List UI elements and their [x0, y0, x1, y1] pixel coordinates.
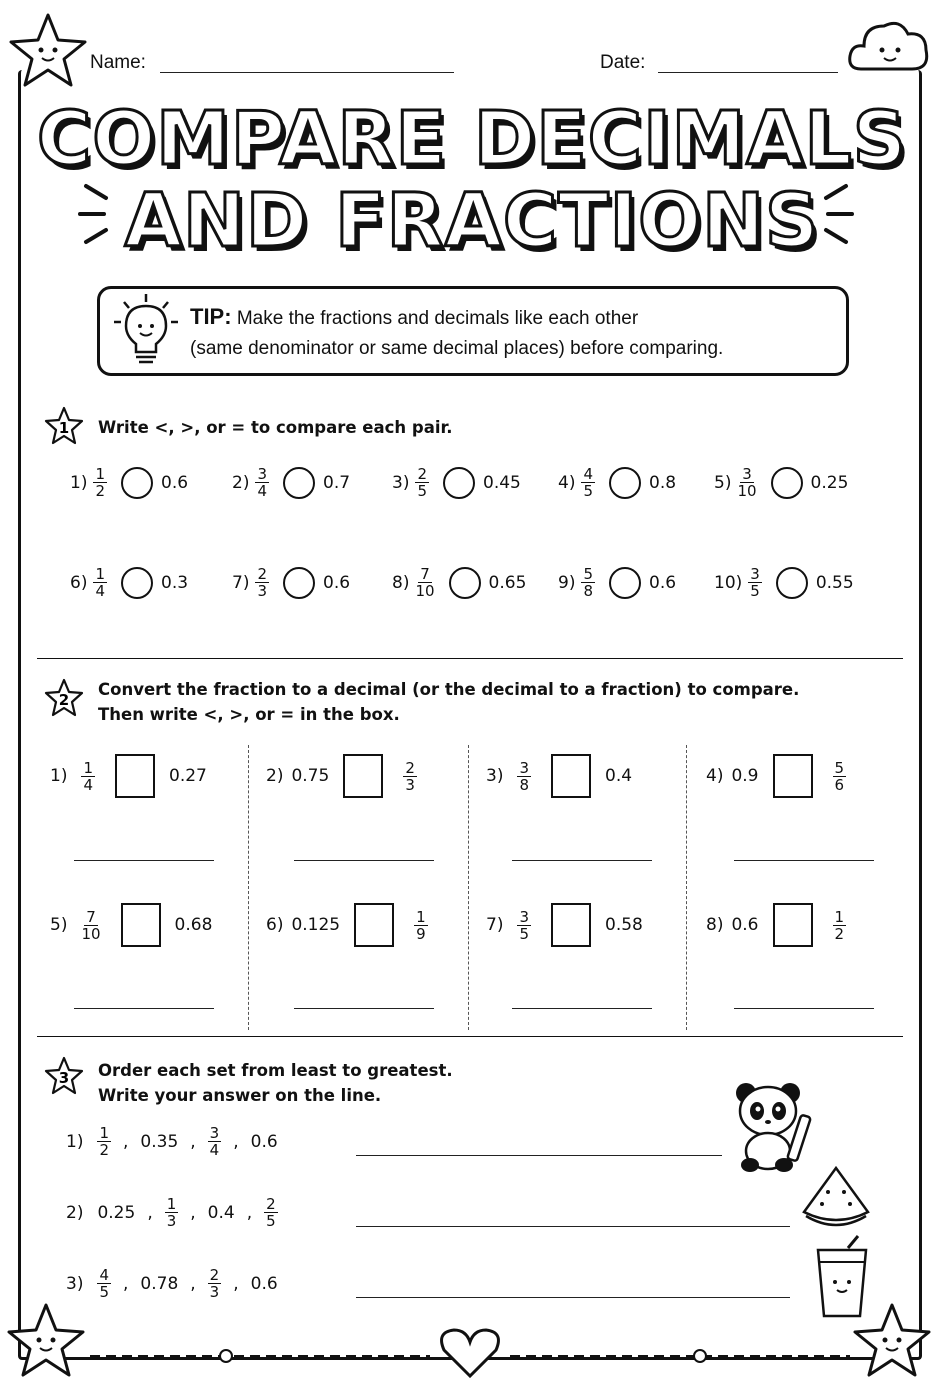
- work-line[interactable]: [734, 1008, 874, 1009]
- compare-item: [392, 566, 526, 599]
- fraction: [81, 909, 100, 942]
- numerator: 5: [583, 565, 593, 583]
- section-2-number: 2: [58, 691, 70, 709]
- item-number: 6): [266, 915, 284, 935]
- denominator: 8: [519, 775, 529, 794]
- numerator: 4: [99, 1266, 109, 1284]
- compare-item: [558, 566, 676, 599]
- work-line[interactable]: [512, 860, 652, 861]
- answer-circle[interactable]: [771, 467, 803, 499]
- convert-item: [266, 754, 423, 798]
- fraction: [581, 566, 595, 599]
- date-label: Date:: [600, 52, 646, 73]
- denominator: 3: [257, 582, 267, 600]
- compare-item: [392, 466, 521, 499]
- denominator: 10: [415, 582, 435, 600]
- answer-box[interactable]: [121, 903, 161, 947]
- numerator: 3: [750, 565, 760, 583]
- item-number: 1): [50, 766, 68, 786]
- convert-item: [486, 903, 643, 947]
- page-title-line1: COMPARE DECIMALS: [36, 96, 908, 182]
- item-number: 9): [558, 572, 576, 593]
- denominator: 4: [209, 1141, 220, 1159]
- star-icon: [6, 1300, 86, 1380]
- decimal-value: 0.27: [169, 766, 207, 786]
- answer-box[interactable]: [773, 754, 813, 798]
- numerator: 3: [209, 1124, 220, 1142]
- comma: ,: [147, 1202, 153, 1223]
- work-line[interactable]: [294, 860, 434, 861]
- fraction: [81, 760, 95, 793]
- numerator: 3: [742, 465, 752, 483]
- answer-box[interactable]: [343, 754, 383, 798]
- decimal-value: 0.6: [731, 915, 759, 935]
- numerator: 7: [86, 907, 96, 926]
- numerator: 2: [405, 758, 415, 777]
- numerator: 2: [257, 565, 267, 583]
- decimal-value: 0.58: [605, 915, 643, 935]
- decimal-value: 0.6: [649, 572, 677, 593]
- numerator: 1: [166, 1195, 177, 1213]
- section-3-number: 3: [58, 1069, 70, 1087]
- denominator: 10: [81, 924, 101, 943]
- sparkle-lines-icon: [74, 180, 114, 250]
- section-divider: [37, 658, 903, 659]
- fraction: [97, 1125, 111, 1158]
- item-number: 3): [66, 1273, 84, 1294]
- name-field[interactable]: [160, 72, 454, 73]
- tip-label: TIP:: [190, 304, 232, 329]
- item-number: 10): [714, 572, 743, 593]
- denominator: 2: [99, 1141, 109, 1159]
- fraction: [93, 466, 107, 499]
- star-icon: [8, 10, 88, 90]
- denominator: 5: [417, 482, 427, 500]
- lightbulb-icon: [108, 290, 184, 370]
- decimal-value: 0.6: [250, 1273, 278, 1294]
- denominator: 3: [209, 1283, 220, 1301]
- compare-item: [70, 466, 188, 499]
- juice-cup-icon: [810, 1234, 874, 1320]
- section-3-instruction: [98, 1058, 453, 1108]
- comma: ,: [123, 1131, 129, 1152]
- convert-item: [50, 903, 212, 947]
- numerator: 1: [834, 907, 845, 926]
- section-2-star-icon: [44, 678, 84, 718]
- fraction: [208, 1267, 222, 1300]
- numerator: 1: [95, 465, 105, 483]
- convert-item: [486, 754, 632, 798]
- convert-item: [266, 903, 434, 947]
- answer-circle[interactable]: [449, 567, 481, 599]
- fraction: [403, 760, 417, 793]
- denominator: 5: [583, 482, 593, 500]
- column-divider: [468, 745, 469, 1030]
- comma: ,: [233, 1273, 239, 1294]
- decimal-value: 0.6: [250, 1131, 278, 1152]
- decimal-value: 0.75: [291, 766, 330, 786]
- answer-circle[interactable]: [283, 467, 315, 499]
- comma: ,: [190, 1273, 196, 1294]
- section-1-instruction: Write <, >, or = to compare each pair.: [98, 418, 453, 437]
- panda-icon: [728, 1075, 820, 1175]
- decimal-value: 0.3: [161, 572, 189, 593]
- answer-circle[interactable]: [776, 567, 808, 599]
- decimal-value: 0.68: [174, 915, 213, 935]
- comma: ,: [190, 1131, 196, 1152]
- compare-item: [232, 466, 350, 499]
- work-line[interactable]: [74, 860, 214, 861]
- decimal-value: 0.4: [605, 766, 633, 786]
- section-2-instruction: [98, 677, 799, 727]
- denominator: 4: [83, 775, 93, 794]
- fraction: [255, 566, 269, 599]
- numerator: 4: [583, 465, 593, 483]
- decimal-value: 0.55: [815, 572, 854, 593]
- numerator: 1: [416, 907, 426, 926]
- denominator: 9: [416, 924, 426, 943]
- numerator: 2: [417, 465, 427, 483]
- answer-circle[interactable]: [121, 467, 153, 499]
- numerator: 2: [209, 1266, 220, 1284]
- sparkle-lines-icon: [818, 180, 858, 250]
- order-item: [66, 1267, 282, 1300]
- work-line[interactable]: [512, 1008, 652, 1009]
- page-title-line2: AND FRACTIONS: [124, 178, 820, 264]
- comma: ,: [246, 1202, 253, 1223]
- denominator: 3: [166, 1212, 177, 1230]
- answer-circle[interactable]: [443, 467, 475, 499]
- fraction: [517, 909, 531, 942]
- fraction: [255, 466, 269, 499]
- section-1-star-icon: [44, 406, 84, 446]
- order-item: [66, 1125, 282, 1158]
- comma: ,: [190, 1202, 196, 1223]
- section-3-instruction-line2: Write your answer on the line.: [98, 1086, 382, 1105]
- answer-box[interactable]: [115, 754, 155, 798]
- item-number: 6): [70, 572, 88, 593]
- answer-line[interactable]: [356, 1297, 790, 1298]
- tip-line1: Make the fractions and decimals like each other: [236, 308, 639, 329]
- answer-box[interactable]: [354, 903, 394, 947]
- fraction: [517, 760, 531, 793]
- numerator: 1: [95, 565, 105, 583]
- item-number: 2): [232, 472, 250, 493]
- decimal-value: 0.125: [291, 915, 341, 935]
- fraction: [208, 1125, 222, 1158]
- denominator: 3: [405, 775, 415, 794]
- answer-circle[interactable]: [121, 567, 153, 599]
- section-2-instruction-line2: Then write <, >, or = in the box.: [98, 705, 400, 724]
- answer-circle[interactable]: [283, 567, 315, 599]
- item-number: 5): [714, 472, 732, 493]
- denominator: 5: [266, 1212, 276, 1230]
- item-number: 7): [232, 572, 250, 593]
- numerator: 1: [99, 1124, 109, 1142]
- item-number: 8): [392, 572, 410, 593]
- compare-item: [714, 566, 854, 599]
- answer-box[interactable]: [551, 754, 591, 798]
- comma: ,: [233, 1131, 239, 1152]
- section-2-instruction-line1: Convert the fraction to a decimal (or the decimal to a fraction) to compare.: [98, 680, 800, 699]
- decimal-value: 0.6: [161, 472, 189, 493]
- denominator: 5: [99, 1283, 109, 1301]
- item-number: 3): [486, 766, 504, 786]
- section-3-star-icon: [44, 1056, 84, 1096]
- decimal-value: 0.4: [207, 1202, 235, 1223]
- comma: ,: [123, 1273, 129, 1294]
- answer-box[interactable]: [551, 903, 591, 947]
- work-line[interactable]: [734, 860, 874, 861]
- tip-line2: (same denominator or same decimal places) before comparing.: [190, 338, 724, 359]
- item-number: 8): [706, 915, 724, 935]
- numerator: 1: [83, 758, 93, 777]
- denominator: 5: [519, 924, 529, 943]
- date-field[interactable]: [658, 72, 838, 73]
- item-number: 3): [392, 472, 410, 493]
- fraction: [581, 466, 595, 499]
- cloud-icon: [846, 14, 932, 80]
- answer-line[interactable]: [356, 1155, 722, 1156]
- denominator: 6: [834, 775, 845, 794]
- column-divider: [248, 745, 249, 1030]
- decimal-value: 0.9: [731, 766, 759, 786]
- numerator: 3: [257, 465, 267, 483]
- item-number: 4): [706, 766, 724, 786]
- item-number: 7): [486, 915, 504, 935]
- decimal-value: 0.7: [323, 472, 351, 493]
- name-label: Name:: [90, 52, 146, 73]
- numerator: 7: [420, 565, 430, 583]
- numerator: 3: [519, 758, 529, 777]
- answer-circle[interactable]: [609, 467, 641, 499]
- answer-box[interactable]: [773, 903, 813, 947]
- decimal-value: 0.45: [483, 472, 521, 493]
- denominator: 2: [834, 924, 845, 943]
- decimal-value: 0.6: [323, 572, 351, 593]
- compare-item: [714, 466, 848, 499]
- denominator: 4: [257, 482, 267, 500]
- work-line[interactable]: [294, 1008, 434, 1009]
- numerator: 3: [519, 907, 529, 926]
- fraction: [264, 1196, 278, 1229]
- tip-text: [190, 302, 723, 364]
- watermelon-icon: [798, 1162, 874, 1232]
- denominator: 5: [750, 582, 760, 600]
- section-divider: [37, 1036, 903, 1037]
- work-line[interactable]: [74, 1008, 214, 1009]
- decimal-value: 0.8: [649, 472, 677, 493]
- decimal-value: 0.78: [140, 1273, 179, 1294]
- fraction: [97, 1267, 111, 1300]
- fraction: [737, 466, 756, 499]
- fraction: [165, 1196, 179, 1229]
- item-number: 2): [266, 766, 284, 786]
- order-item: [66, 1196, 282, 1229]
- item-number: 1): [70, 472, 88, 493]
- compare-item: [558, 466, 676, 499]
- compare-item: [70, 566, 188, 599]
- denominator: 10: [737, 482, 757, 500]
- fraction: [748, 566, 762, 599]
- column-divider: [686, 745, 687, 1030]
- denominator: 8: [583, 582, 593, 600]
- fraction: [833, 760, 847, 793]
- answer-circle[interactable]: [609, 567, 641, 599]
- item-number: 4): [558, 472, 576, 493]
- fraction: [414, 909, 428, 942]
- numerator: 2: [266, 1195, 276, 1213]
- bottom-border-decoration: [80, 1320, 860, 1380]
- convert-item: [50, 754, 207, 798]
- fraction: [415, 466, 429, 499]
- answer-line[interactable]: [356, 1226, 790, 1227]
- decimal-value: 0.25: [97, 1202, 136, 1223]
- item-number: 2): [66, 1202, 84, 1223]
- compare-item: [232, 566, 350, 599]
- convert-item: [706, 754, 852, 798]
- denominator: 4: [95, 582, 105, 600]
- section-1-number: 1: [58, 419, 70, 437]
- decimal-value: 0.35: [140, 1131, 179, 1152]
- fraction: [415, 566, 434, 599]
- item-number: 5): [50, 915, 68, 935]
- section-3-instruction-line1: Order each set from least to greatest.: [98, 1061, 453, 1080]
- fraction: [833, 909, 847, 942]
- fraction: [93, 566, 107, 599]
- decimal-value: 0.65: [488, 572, 527, 593]
- convert-item: [706, 903, 852, 947]
- numerator: 5: [834, 758, 845, 777]
- item-number: 1): [66, 1131, 84, 1152]
- decimal-value: 0.25: [810, 472, 849, 493]
- denominator: 2: [95, 482, 105, 500]
